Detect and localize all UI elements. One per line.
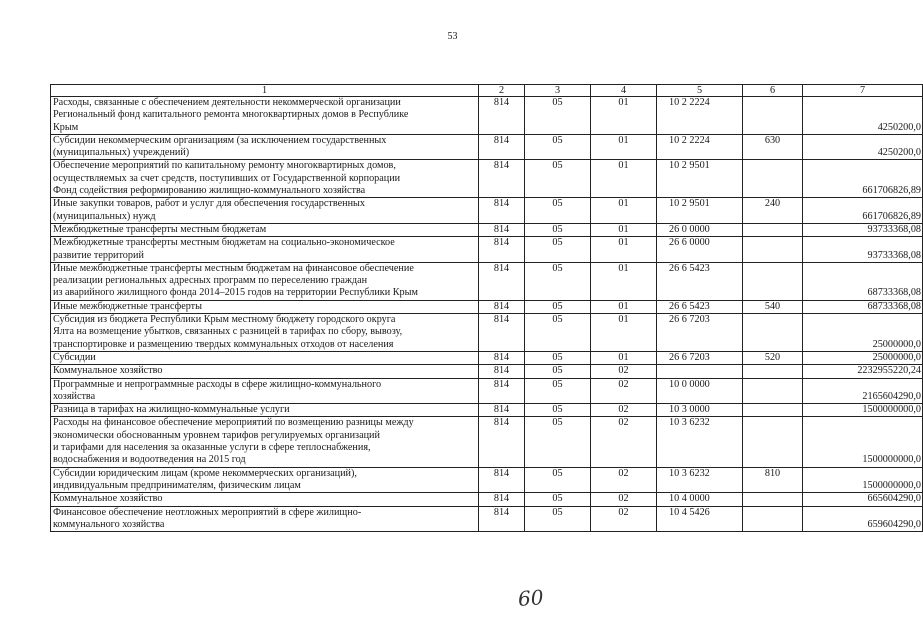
row-description bbox=[51, 262, 479, 300]
description-line: Межбюджетные трансферты местным бюджетам на социально-экономическое bbox=[53, 237, 395, 249]
table-row bbox=[51, 160, 923, 198]
page-number: 53 bbox=[447, 31, 458, 42]
row-description bbox=[51, 314, 479, 352]
row-description bbox=[51, 134, 479, 160]
table-row bbox=[51, 314, 923, 352]
section-code: 05 bbox=[525, 262, 591, 300]
budget-table bbox=[50, 84, 923, 532]
amount: 1500000000,0 bbox=[803, 417, 923, 467]
section-code: 05 bbox=[525, 198, 591, 224]
description-line: осуществляемых за счет средств, поступивших от Государственной корпорации bbox=[53, 172, 401, 184]
target-article-code: 10 2 9501 bbox=[657, 198, 743, 224]
section-code: 05 bbox=[525, 378, 591, 404]
expense-type-code: 520 bbox=[743, 351, 803, 364]
expense-type-code bbox=[743, 237, 803, 263]
expense-type-code bbox=[743, 493, 803, 506]
target-article-code: 26 6 7203 bbox=[657, 314, 743, 352]
subsection-code: 01 bbox=[591, 97, 657, 135]
expense-type-code bbox=[743, 404, 803, 417]
expense-type-code: 540 bbox=[743, 300, 803, 313]
description-line: Региональный фонд капитального ремонта многоквартирных домов в Республике bbox=[53, 109, 409, 121]
target-article-code: 26 6 5423 bbox=[657, 262, 743, 300]
department-code: 814 bbox=[479, 378, 525, 404]
header-cell-7: 7 bbox=[803, 85, 923, 97]
expense-type-code bbox=[743, 160, 803, 198]
amount: 2165604290,0 bbox=[803, 378, 923, 404]
description-line: Расходы на финансовое обеспечение мероприятий по возмещению разницы между bbox=[53, 417, 414, 429]
description-line: Межбюджетные трансферты местным бюджетам bbox=[53, 223, 267, 235]
table-row bbox=[51, 493, 923, 506]
expense-type-code: 810 bbox=[743, 467, 803, 493]
subsection-code: 01 bbox=[591, 262, 657, 300]
description-line: Иные межбюджетные трансферты bbox=[53, 300, 202, 312]
subsection-code: 01 bbox=[591, 237, 657, 263]
section-code: 05 bbox=[525, 314, 591, 352]
subsection-code: 01 bbox=[591, 314, 657, 352]
section-code: 05 bbox=[525, 223, 591, 236]
department-code: 814 bbox=[479, 404, 525, 417]
subsection-code: 02 bbox=[591, 493, 657, 506]
subsection-code: 01 bbox=[591, 300, 657, 313]
row-description bbox=[51, 198, 479, 224]
description-line: Расходы, связанные с обеспечением деятельности некоммерческой организации bbox=[53, 97, 401, 108]
subsection-code: 01 bbox=[591, 351, 657, 364]
table-row bbox=[51, 223, 923, 236]
table-row bbox=[51, 506, 923, 532]
section-code: 05 bbox=[525, 365, 591, 378]
row-description bbox=[51, 417, 479, 467]
amount: 665604290,0 bbox=[803, 493, 923, 506]
section-code: 05 bbox=[525, 351, 591, 364]
table-row bbox=[51, 262, 923, 300]
amount: 659604290,0 bbox=[803, 506, 923, 532]
subsection-code: 02 bbox=[591, 417, 657, 467]
description-line: транспортировке и размещению твердых коммунальных отходов от населения bbox=[53, 338, 394, 350]
subsection-code: 02 bbox=[591, 365, 657, 378]
row-description bbox=[51, 300, 479, 313]
table-row bbox=[51, 97, 923, 135]
subsection-code: 01 bbox=[591, 198, 657, 224]
department-code: 814 bbox=[479, 262, 525, 300]
row-description bbox=[51, 506, 479, 532]
row-description bbox=[51, 97, 479, 135]
table-row bbox=[51, 404, 923, 417]
target-article-code: 10 0 0000 bbox=[657, 378, 743, 404]
section-code: 05 bbox=[525, 97, 591, 135]
expense-type-code bbox=[743, 506, 803, 532]
expense-type-code bbox=[743, 223, 803, 236]
expense-type-code bbox=[743, 365, 803, 378]
expense-type-code bbox=[743, 262, 803, 300]
amount: 25000000,0 bbox=[803, 351, 923, 364]
description-line: Иные межбюджетные трансферты местным бюджетам на финансовое обеспечение bbox=[53, 262, 414, 274]
description-line: водоснабжения и водоотведения на 2015 год bbox=[53, 454, 246, 466]
target-article-code: 10 3 0000 bbox=[657, 404, 743, 417]
target-article-code: 10 3 6232 bbox=[657, 467, 743, 493]
expense-type-code bbox=[743, 97, 803, 135]
subsection-code: 02 bbox=[591, 404, 657, 417]
department-code: 814 bbox=[479, 300, 525, 313]
section-code: 05 bbox=[525, 160, 591, 198]
description-line: Субсидия из бюджета Республики Крым местному бюджету городского округа bbox=[53, 314, 396, 326]
description-line: из аварийного жилищного фонда 2014–2015 годов на территории Республики Крым bbox=[53, 287, 418, 299]
section-code: 05 bbox=[525, 134, 591, 160]
header-cell-6: 6 bbox=[743, 85, 803, 97]
target-article-code: 26 0 0000 bbox=[657, 223, 743, 236]
expense-type-code: 630 bbox=[743, 134, 803, 160]
amount: 4250200,0 bbox=[803, 134, 923, 160]
department-code: 814 bbox=[479, 134, 525, 160]
section-code: 05 bbox=[525, 493, 591, 506]
amount: 4250200,0 bbox=[803, 97, 923, 135]
table-row bbox=[51, 198, 923, 224]
table-row bbox=[51, 365, 923, 378]
subsection-code: 02 bbox=[591, 378, 657, 404]
amount: 1500000000,0 bbox=[803, 467, 923, 493]
target-article-code: 10 3 6232 bbox=[657, 417, 743, 467]
header-cell-5: 5 bbox=[657, 85, 743, 97]
row-description bbox=[51, 351, 479, 364]
expense-type-code bbox=[743, 314, 803, 352]
section-code: 05 bbox=[525, 300, 591, 313]
section-code: 05 bbox=[525, 417, 591, 467]
section-code: 05 bbox=[525, 467, 591, 493]
department-code: 814 bbox=[479, 417, 525, 467]
description-line: Программные и непрограммные расходы в сфере жилищно-коммунального bbox=[53, 378, 382, 390]
department-code: 814 bbox=[479, 237, 525, 263]
row-description bbox=[51, 404, 479, 417]
target-article-code bbox=[657, 365, 743, 378]
row-description bbox=[51, 378, 479, 404]
description-line: Коммунальное хозяйство bbox=[53, 493, 163, 505]
department-code: 814 bbox=[479, 506, 525, 532]
amount: 68733368,08 bbox=[803, 300, 923, 313]
department-code: 814 bbox=[479, 467, 525, 493]
description-line: развитие территорий bbox=[53, 249, 144, 261]
target-article-code: 10 2 2224 bbox=[657, 97, 743, 135]
department-code: 814 bbox=[479, 365, 525, 378]
amount: 661706826,89 bbox=[803, 198, 923, 224]
amount: 68733368,08 bbox=[803, 262, 923, 300]
target-article-code: 10 4 0000 bbox=[657, 493, 743, 506]
header-cell-2: 2 bbox=[479, 85, 525, 97]
department-code: 814 bbox=[479, 160, 525, 198]
table-row bbox=[51, 237, 923, 263]
section-code: 05 bbox=[525, 506, 591, 532]
header-cell-3: 3 bbox=[525, 85, 591, 97]
description-line: Крым bbox=[53, 121, 79, 133]
row-description bbox=[51, 467, 479, 493]
department-code: 814 bbox=[479, 97, 525, 135]
department-code: 814 bbox=[479, 314, 525, 352]
amount: 93733368,08 bbox=[803, 223, 923, 236]
description-line: Субсидии bbox=[53, 351, 96, 363]
subsection-code: 01 bbox=[591, 160, 657, 198]
header-cell-4: 4 bbox=[591, 85, 657, 97]
row-description bbox=[51, 493, 479, 506]
expense-type-code: 240 bbox=[743, 198, 803, 224]
section-code: 05 bbox=[525, 404, 591, 417]
description-line: Финансовое обеспечение неотложных мероприятий в сфере жилищно- bbox=[53, 506, 362, 518]
description-line: и тарифами для населения за оказанные услуги в сфере теплоснабжения, bbox=[53, 442, 371, 454]
row-description bbox=[51, 160, 479, 198]
description-line: экономически обоснованным уровнем тарифов регулируемых организаций bbox=[53, 429, 380, 441]
description-line: Иные закупки товаров, работ и услуг для обеспечения государственных bbox=[53, 198, 365, 210]
target-article-code: 10 2 9501 bbox=[657, 160, 743, 198]
target-article-code: 26 6 5423 bbox=[657, 300, 743, 313]
expense-type-code bbox=[743, 378, 803, 404]
description-line: реализации региональных адресных программ по переселению граждан bbox=[53, 275, 368, 287]
department-code: 814 bbox=[479, 198, 525, 224]
table-row bbox=[51, 351, 923, 364]
description-line: Обеспечение мероприятий по капитальному ремонту многоквартирных домов, bbox=[53, 160, 396, 172]
handwritten-page-number: 60 bbox=[517, 585, 545, 611]
table-row bbox=[51, 417, 923, 467]
amount: 661706826,89 bbox=[803, 160, 923, 198]
description-line: Разница в тарифах на жилищно-коммунальные услуги bbox=[53, 404, 290, 416]
row-description bbox=[51, 237, 479, 263]
header-cell-1: 1 bbox=[51, 85, 479, 97]
target-article-code: 10 2 2224 bbox=[657, 134, 743, 160]
header-row bbox=[51, 85, 923, 97]
description-line: Ялта на возмещение убытков, связанных с разницей в тарифах по сбору, вывозу, bbox=[53, 326, 403, 338]
description-line: Субсидии юридическим лицам (кроме некоммерческих организаций), bbox=[53, 467, 357, 479]
row-description bbox=[51, 365, 479, 378]
target-article-code: 10 4 5426 bbox=[657, 506, 743, 532]
table-row bbox=[51, 378, 923, 404]
department-code: 814 bbox=[479, 223, 525, 236]
target-article-code: 26 6 0000 bbox=[657, 237, 743, 263]
subsection-code: 02 bbox=[591, 506, 657, 532]
description-line: коммунального хозяйства bbox=[53, 518, 165, 530]
row-description bbox=[51, 223, 479, 236]
target-article-code: 26 6 7203 bbox=[657, 351, 743, 364]
department-code: 814 bbox=[479, 351, 525, 364]
description-line: Субсидии некоммерческим организациям (за исключением государственных bbox=[53, 134, 387, 146]
amount: 25000000,0 bbox=[803, 314, 923, 352]
department-code: 814 bbox=[479, 493, 525, 506]
expense-type-code bbox=[743, 417, 803, 467]
section-code: 05 bbox=[525, 237, 591, 263]
subsection-code: 01 bbox=[591, 223, 657, 236]
description-line: (муниципальных) учреждений) bbox=[53, 147, 190, 159]
description-line: Фонд содействия реформированию жилищно-коммунального хозяйства bbox=[53, 185, 366, 197]
description-line: индивидуальным предпринимателям, физическим лицам bbox=[53, 479, 301, 491]
description-line: (муниципальных) нужд bbox=[53, 210, 156, 222]
subsection-code: 02 bbox=[591, 467, 657, 493]
description-line: хозяйства bbox=[53, 390, 96, 402]
table-row bbox=[51, 134, 923, 160]
description-line: Коммунальное хозяйство bbox=[53, 365, 163, 377]
amount: 2232955220,24 bbox=[803, 365, 923, 378]
amount: 93733368,08 bbox=[803, 237, 923, 263]
subsection-code: 01 bbox=[591, 134, 657, 160]
table-row bbox=[51, 467, 923, 493]
table-row bbox=[51, 300, 923, 313]
amount: 1500000000,0 bbox=[803, 404, 923, 417]
